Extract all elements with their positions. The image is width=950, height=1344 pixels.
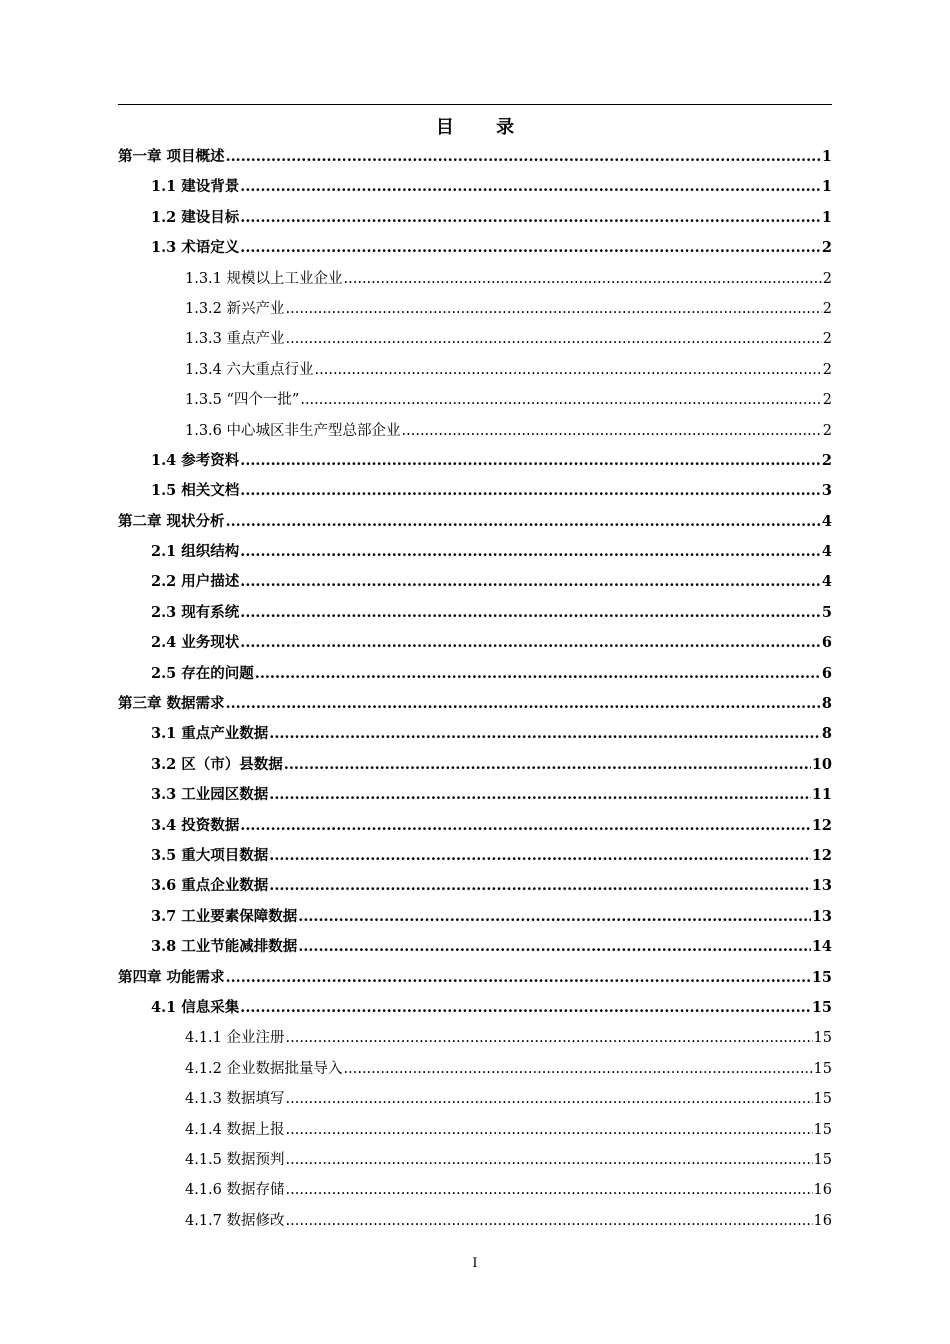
toc-entry-page-number: 2 — [822, 361, 832, 378]
toc-entry-page-number: 3 — [821, 482, 832, 500]
toc-entry-page-number: 15 — [813, 1091, 832, 1108]
toc-entry-page-number: 1 — [821, 178, 832, 196]
toc-entry-page-number: 15 — [813, 1060, 832, 1077]
toc-dot-leader — [226, 142, 821, 172]
toc-entry-label: 1.3.6 中心城区非生产型总部企业 — [185, 422, 401, 439]
toc-entry-label: 4.1.3 数据填写 — [185, 1091, 285, 1108]
toc-entry-label: 1.3.5 “四个一批” — [185, 392, 300, 409]
toc-entry[interactable] — [118, 689, 832, 719]
toc-entry-page-number: 16 — [813, 1212, 832, 1229]
toc-entry-page-number: 2 — [821, 451, 832, 469]
toc-entry-label: 4.1.7 数据修改 — [185, 1212, 285, 1229]
toc-entry[interactable] — [118, 355, 832, 385]
toc-entry-label: 1.2 建设目标 — [151, 208, 240, 226]
toc-entry-page-number: 13 — [811, 877, 832, 895]
toc-entry-label: 2.2 用户描述 — [151, 573, 240, 591]
toc-entry[interactable] — [118, 598, 832, 628]
toc-entry[interactable] — [118, 993, 832, 1023]
toc-dot-leader — [298, 932, 811, 962]
toc-entry-page-number: 12 — [811, 816, 832, 834]
toc-dot-leader — [315, 355, 822, 385]
toc-dot-leader — [344, 264, 822, 294]
toc-entry[interactable] — [118, 841, 832, 871]
toc-entry-label: 1.3.2 新兴产业 — [185, 300, 285, 317]
toc-dot-leader — [286, 1145, 813, 1175]
toc-dot-leader — [240, 993, 811, 1023]
toc-entry-label: 1.3 术语定义 — [151, 239, 240, 257]
toc-entry-label: 3.1 重点产业数据 — [151, 725, 269, 743]
toc-dot-leader — [240, 537, 821, 567]
toc-entry[interactable] — [118, 385, 832, 415]
toc-dot-leader — [240, 172, 821, 202]
toc-dot-leader — [300, 385, 821, 415]
toc-entry-label: 第四章 功能需求 — [118, 968, 225, 986]
toc-entry[interactable] — [118, 1054, 832, 1084]
toc-entry-page-number: 16 — [813, 1182, 832, 1199]
toc-dot-leader — [269, 871, 811, 901]
toc-entry-label: 4.1.1 企业注册 — [185, 1030, 285, 1047]
toc-entry-page-number: 2 — [821, 239, 832, 257]
toc-dot-leader — [240, 567, 821, 597]
toc-dot-leader — [286, 1023, 813, 1053]
toc-entry-page-number: 15 — [813, 1030, 832, 1047]
toc-dot-leader — [240, 233, 821, 263]
toc-entry[interactable] — [118, 324, 832, 354]
toc-dot-leader — [240, 446, 821, 476]
toc-entry[interactable] — [118, 294, 832, 324]
toc-entry[interactable] — [118, 233, 832, 263]
toc-dot-leader — [240, 203, 821, 233]
toc-entry[interactable] — [118, 780, 832, 810]
toc-entry-page-number: 1 — [821, 208, 832, 226]
toc-entry[interactable] — [118, 719, 832, 749]
toc-dot-leader — [240, 628, 821, 658]
toc-entry-page-number: 14 — [811, 938, 832, 956]
toc-dot-leader — [226, 963, 811, 993]
toc-entry-label: 3.2 区（市）县数据 — [151, 755, 283, 773]
toc-entry[interactable] — [118, 628, 832, 658]
toc-entry-page-number: 15 — [813, 1121, 832, 1138]
toc-entry-label: 3.7 工业要素保障数据 — [151, 907, 298, 925]
toc-entry-label: 3.5 重大项目数据 — [151, 846, 269, 864]
toc-entry-label: 4.1 信息采集 — [151, 998, 240, 1016]
toc-dot-leader — [344, 1054, 813, 1084]
toc-entry-page-number: 2 — [822, 422, 832, 439]
toc-entry-label: 4.1.2 企业数据批量导入 — [185, 1060, 343, 1077]
toc-entry-page-number: 12 — [811, 846, 832, 864]
toc-entry[interactable] — [118, 1206, 832, 1236]
toc-entry-label: 1.5 相关文档 — [151, 482, 240, 500]
toc-entry-label: 第三章 数据需求 — [118, 695, 225, 713]
toc-entry-label: 4.1.5 数据预判 — [185, 1151, 285, 1168]
toc-dot-leader — [240, 598, 821, 628]
header-rule — [118, 104, 832, 105]
toc-entry-label: 1.3.4 六大重点行业 — [185, 361, 314, 378]
toc-entry[interactable] — [118, 1084, 832, 1114]
toc-entry[interactable] — [118, 932, 832, 962]
toc-entry-label: 2.1 组织结构 — [151, 543, 240, 561]
toc-entry-label: 4.1.6 数据存储 — [185, 1182, 285, 1199]
toc-dot-leader — [286, 294, 822, 324]
toc-entry-label: 2.5 存在的问题 — [151, 664, 254, 682]
toc-dot-leader — [284, 750, 811, 780]
toc-entry-page-number: 1 — [821, 148, 832, 165]
toc-entry[interactable] — [118, 963, 832, 993]
toc-entry-label: 第一章 项目概述 — [118, 148, 225, 165]
toc-entry[interactable] — [118, 142, 832, 172]
toc-entry-page-number: 10 — [811, 755, 832, 773]
toc-dot-leader — [298, 902, 811, 932]
toc-dot-leader — [226, 689, 821, 719]
toc-entry[interactable] — [118, 659, 832, 689]
toc-entry[interactable] — [118, 1175, 832, 1205]
toc-entry[interactable] — [118, 902, 832, 932]
toc-entry-page-number: 8 — [821, 725, 832, 743]
toc-dot-leader — [269, 719, 821, 749]
toc-entry[interactable] — [118, 537, 832, 567]
toc-dot-leader — [286, 1175, 813, 1205]
toc-entry-label: 2.3 现有系统 — [151, 603, 240, 621]
toc-entry-page-number: 15 — [813, 1151, 832, 1168]
toc-entry[interactable] — [118, 811, 832, 841]
toc-title: 目 录 — [435, 117, 533, 138]
toc-dot-leader — [286, 1084, 813, 1114]
toc-entry[interactable] — [118, 172, 832, 202]
toc-entry-page-number: 5 — [821, 603, 832, 621]
toc-entry[interactable] — [118, 1023, 832, 1053]
toc-entry[interactable] — [118, 446, 832, 476]
toc-entry-label: 3.6 重点企业数据 — [151, 877, 269, 895]
toc-dot-leader — [402, 416, 822, 446]
table-of-contents — [118, 142, 832, 1236]
toc-entry[interactable] — [118, 1115, 832, 1145]
toc-dot-leader — [286, 1206, 813, 1236]
toc-entry-page-number: 4 — [821, 512, 832, 530]
toc-entry-page-number: 2 — [822, 392, 832, 409]
page-number: I — [472, 1256, 478, 1271]
toc-entry-label: 3.3 工业园区数据 — [151, 786, 269, 804]
toc-entry[interactable] — [118, 476, 832, 506]
toc-entry-page-number: 2 — [822, 331, 832, 348]
toc-entry-label: 1.4 参考资料 — [151, 451, 240, 469]
toc-dot-leader — [255, 659, 821, 689]
toc-entry-label: 3.8 工业节能减排数据 — [151, 938, 298, 956]
toc-entry-page-number: 2 — [822, 300, 832, 317]
toc-dot-leader — [240, 811, 811, 841]
toc-entry-label: 3.4 投资数据 — [151, 816, 240, 834]
toc-entry-label: 2.4 业务现状 — [151, 634, 240, 652]
toc-entry-page-number: 6 — [821, 634, 832, 652]
toc-entry-page-number: 6 — [821, 664, 832, 682]
toc-entry[interactable] — [118, 507, 832, 537]
toc-entry-page-number: 15 — [811, 998, 832, 1016]
toc-entry[interactable] — [118, 416, 832, 446]
toc-entry[interactable] — [118, 1145, 832, 1175]
toc-entry[interactable] — [118, 264, 832, 294]
toc-dot-leader — [286, 1115, 813, 1145]
toc-entry-page-number: 2 — [822, 270, 832, 287]
toc-entry[interactable] — [118, 203, 832, 233]
toc-entry-label: 4.1.4 数据上报 — [185, 1121, 285, 1138]
toc-entry-page-number: 13 — [811, 907, 832, 925]
toc-dot-leader — [269, 841, 811, 871]
toc-entry[interactable] — [118, 871, 832, 901]
toc-entry-label: 1.3.1 规模以上工业企业 — [185, 270, 343, 287]
toc-entry-label: 1.3.3 重点产业 — [185, 331, 285, 348]
toc-entry-label: 第二章 现状分析 — [118, 512, 225, 530]
toc-entry-label: 1.1 建设背景 — [151, 178, 240, 196]
toc-dot-leader — [240, 476, 821, 506]
toc-entry[interactable] — [118, 567, 832, 597]
toc-entry-page-number: 4 — [821, 573, 832, 591]
toc-entry-page-number: 15 — [811, 968, 832, 986]
toc-dot-leader — [269, 780, 811, 810]
toc-entry-page-number: 11 — [811, 786, 832, 804]
toc-dot-leader — [286, 324, 822, 354]
toc-entry-page-number: 4 — [821, 543, 832, 561]
toc-entry[interactable] — [118, 750, 832, 780]
toc-entry-page-number: 8 — [821, 695, 832, 713]
toc-dot-leader — [226, 507, 821, 537]
